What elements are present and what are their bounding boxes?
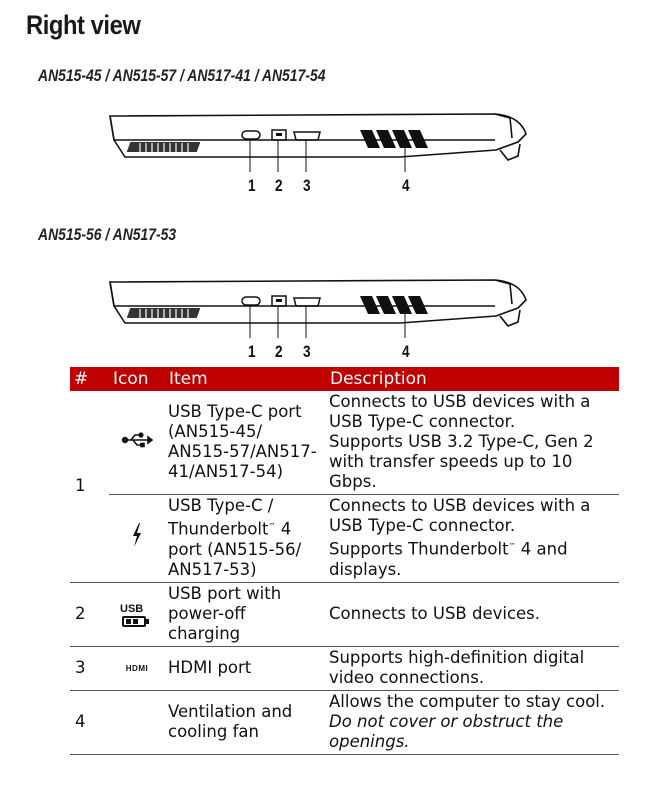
item-usb-type-c: USB Type-C port (AN515-45/ AN515-57/AN517-41/AN517-54) bbox=[165, 391, 326, 495]
usb-icon bbox=[109, 391, 165, 495]
table-row bbox=[70, 646, 619, 690]
usb-power-off-charging-icon bbox=[109, 582, 165, 646]
table-row bbox=[70, 582, 619, 646]
model-group-1-label: AN515-45 / AN515-57 / AN517-41 / AN517-54 bbox=[38, 66, 326, 85]
item-hdmi: HDMI port bbox=[165, 646, 326, 690]
callout-4: 4 bbox=[401, 176, 410, 195]
callout-1: 1 bbox=[247, 342, 256, 361]
desc-usb-power-off: Connects to USB devices. bbox=[326, 582, 619, 646]
table-row bbox=[70, 495, 619, 583]
item-text: 4 port (AN515-56/ AN517-53) bbox=[168, 519, 302, 579]
header-number: # bbox=[70, 367, 109, 391]
header-item: Item bbox=[165, 367, 326, 391]
table-row bbox=[70, 690, 619, 754]
desc-hdmi: Supports high-definition digital video connections. bbox=[326, 646, 619, 690]
callout-row-1 bbox=[0, 176, 645, 200]
empty-icon-cell bbox=[109, 690, 165, 754]
desc-ventilation bbox=[326, 690, 619, 754]
callout-2: 2 bbox=[274, 342, 283, 361]
thunderbolt-icon bbox=[109, 495, 165, 583]
section-title: Right view bbox=[26, 10, 141, 40]
icon-label: HDMI bbox=[125, 664, 149, 673]
item-thunderbolt bbox=[165, 495, 326, 583]
item-text: USB Type-C / Thunderbolt bbox=[168, 496, 274, 539]
desc-text: 4 and displays. bbox=[329, 539, 568, 579]
desc-thunderbolt bbox=[326, 495, 619, 583]
callout-3: 3 bbox=[302, 342, 311, 361]
row-number: 2 bbox=[70, 582, 109, 646]
desc-line: Allows the computer to stay cool. bbox=[329, 691, 606, 711]
desc-line: Supports USB 3.2 Type-C, Gen 2 with transfer speeds up to 10 Gbps. bbox=[329, 432, 594, 491]
hdmi-icon bbox=[109, 646, 165, 690]
icon-label: USB bbox=[120, 603, 144, 615]
callout-3: 3 bbox=[302, 176, 311, 195]
laptop-right-side-diagram-2 bbox=[100, 276, 530, 338]
row-number: 1 bbox=[70, 391, 109, 582]
table-row bbox=[70, 391, 619, 495]
callout-4: 4 bbox=[401, 342, 410, 361]
desc-usb-type-c bbox=[326, 391, 619, 495]
ports-table bbox=[70, 367, 619, 755]
callout-1: 1 bbox=[247, 176, 256, 195]
callout-row-2 bbox=[0, 342, 645, 366]
laptop-right-side-diagram-1 bbox=[100, 110, 530, 172]
desc-line: Connects to USB devices with a USB Type-C connector. bbox=[329, 392, 591, 431]
desc-line: Connects to USB devices with a USB Type-C connector. bbox=[329, 496, 591, 535]
header-description: Description bbox=[326, 367, 619, 391]
row-number: 4 bbox=[70, 690, 109, 754]
item-ventilation: Ventilation and cooling fan bbox=[165, 690, 326, 754]
trademark: ™ bbox=[268, 522, 276, 530]
desc-text: Supports Thunderbolt bbox=[329, 539, 509, 559]
model-group-2-label: AN515-56 / AN517-53 bbox=[38, 225, 177, 244]
row-number: 3 bbox=[70, 646, 109, 690]
desc-line bbox=[329, 536, 616, 580]
header-icon: Icon bbox=[109, 367, 165, 391]
desc-warning: Do not cover or obstruct the openings. bbox=[329, 711, 564, 751]
item-usb-power-off: USB port with power-off charging bbox=[165, 582, 326, 646]
table-header-row bbox=[70, 367, 619, 391]
trademark: ™ bbox=[508, 542, 516, 550]
callout-2: 2 bbox=[274, 176, 283, 195]
